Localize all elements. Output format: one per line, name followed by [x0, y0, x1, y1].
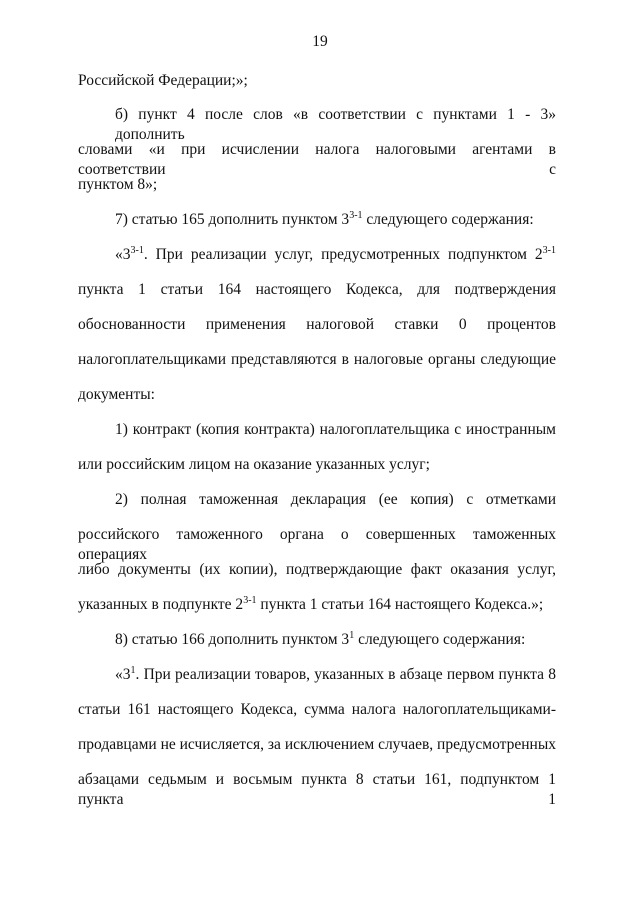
superscript: 1	[130, 665, 136, 676]
text-fragment: 7) статью 165 дополнить пунктом 3	[115, 211, 350, 228]
text-line: абзацами седьмым и восьмым пункта 8 статьи 161, подпунктом 1 пункта 1	[78, 771, 556, 808]
text-line: российского таможенного органа о совершенных таможенных операциях	[78, 526, 556, 563]
text-line: словами «и при исчислении налога налоговыми агентами в соответствии с	[78, 141, 556, 178]
text-fragment: . При реализации услуг, предусмотренных подпунктом 2	[143, 246, 543, 263]
superscript: 3-1	[542, 245, 556, 256]
text-fragment: указанных в подпункте 2	[78, 596, 244, 613]
item-7-heading	[115, 210, 556, 230]
superscript: 1	[349, 630, 355, 641]
text-fragment: 8) статью 166 дополнить пунктом 3	[115, 631, 350, 648]
superscript: 3-1	[349, 210, 363, 221]
superscript: 3-1	[243, 595, 257, 606]
list-item-2: 2) полная таможенная декларация (ее копия) с отметками	[115, 491, 556, 508]
paragraph-b-line: б) пункт 4 после слов «в соответствии с пунктами 1 - 3» дополнить	[115, 106, 556, 143]
text-fragment: «3	[115, 246, 131, 263]
text-fragment: пункта 1 статьи 164 настоящего Кодекса.»;	[256, 596, 544, 613]
text-fragment: . При реализации товаров, указанных в абзаце первом пункта 8	[135, 666, 556, 683]
text-line: либо документы (их копии), подтверждающие факт оказания услуг,	[78, 561, 556, 578]
text-line	[78, 595, 556, 615]
text-line: статьи 161 настоящего Кодекса, сумма налога налогоплательщиками-	[78, 701, 556, 718]
list-item-1: 1) контракт (копия контракта) налогоплательщика с иностранным	[115, 421, 556, 438]
clause-3-1-start	[115, 665, 556, 685]
text-fragment: «3	[115, 666, 131, 683]
text-line: продавцами не исчисляется, за исключением случаев, предусмотренных	[78, 736, 556, 753]
superscript: 3-1	[130, 245, 144, 256]
item-8-heading	[115, 630, 556, 650]
text-line: пункта 1 статьи 164 настоящего Кодекса, для подтверждения	[78, 281, 556, 298]
text-line: Российской Федерации;»;	[78, 72, 248, 89]
page-number: 19	[312, 33, 328, 50]
clause-3-3-1-start	[115, 245, 556, 265]
text-line: обоснованности применения налоговой ставки 0 процентов	[78, 316, 556, 333]
text-line: или российским лицом на оказание указанных услуг;	[78, 456, 430, 473]
text-fragment: следующего содержания:	[354, 631, 526, 648]
text-line: документы:	[78, 386, 155, 403]
text-line: налогоплательщиками представляются в налоговые органы следующие	[78, 351, 556, 368]
text-line: пунктом 8»;	[78, 176, 158, 193]
text-fragment: следующего содержания:	[362, 211, 534, 228]
